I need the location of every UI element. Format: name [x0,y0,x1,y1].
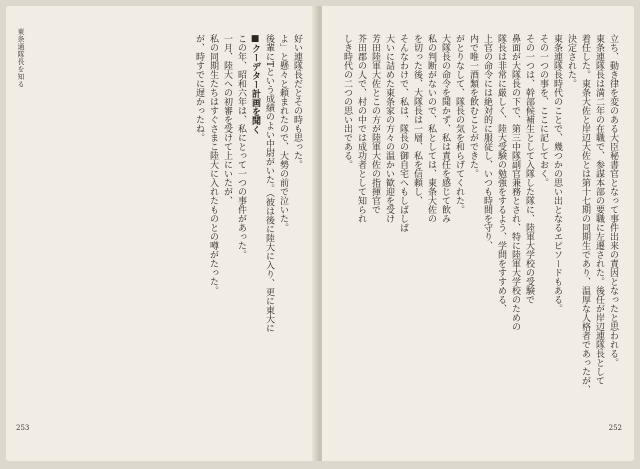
text-line: 私の判断がないので、私としては、東条大佐の [426,34,436,223]
text-line: そんなわけで、私は、隊長の御自宅へもしばしば [398,34,408,232]
text-line: 決定された。 [566,34,576,88]
text-line: 東条連隊長時代のことで、幾つかの思い出となるエピソードもある。 [552,34,562,313]
text-line: この年、昭和六年は、私にとって一つの事件があった。 [236,34,246,259]
text-line: その一つは、幹部候補生として入隊した隊に、陸軍大学校の受験で [524,34,534,304]
text-line: が、時すでに遅かったね。 [194,34,204,142]
text-line: を切った後、大隊長は一層、私を信頼し、 [412,34,422,205]
text-line: 一月、陸大への初審を受けて上にいたが、 [222,34,232,205]
text-line: よ」と懸々と頼まれたので、大勢の前で泣いた。 [278,34,288,232]
text-line: 私の同期生たちはすぐさまこ陸大に入れたものとの噂がたった。 [208,34,218,295]
text-line: その一つの事を、ここに記しておく。 [538,34,548,187]
right-page [322,6,634,461]
text-line: 大隊長の命令を聞かず、私は責任を感じて飲み [440,34,450,223]
text-line: しき時代の二つの思い出である。 [342,34,352,169]
text-line: 鼻面が大隊長の下で、第三中隊副官兼務とされ、特に陸軍大学校のための [510,34,520,331]
right-page-text [340,34,620,414]
text-line: 上官の命令には絶対的に服従し、いつも時間を守り、 [482,34,492,250]
text-line: 好い連隊長だとその時も思った。 [292,34,302,169]
text-line: 東条連隊長は満二年の在職で、参謀本部の要職に左遷された。後任が岸辺連隊長として [594,34,604,385]
left-page [6,6,318,461]
text-line: 隊長は非常に厳しく、陸大受験の勉強をするよう、学問をすすめる、 [496,34,506,313]
text-line: 後輩にTという成績のよい中尉がいた。（彼は後に陸大に入り、更に東大に [264,34,274,333]
running-header: 東条通隊長を知る [17,28,25,88]
text-line: 大いに詰めた東条家の方々の温かい歓迎を受け [384,34,394,223]
text-line: 芥田郡の人で、村の中では成功者として知られ [356,34,366,223]
text-line: がとりなして、隊長の気を和らげてくれた。 [454,34,464,214]
text-line: 内で唯一酒類を飲むことができた。 [468,34,478,178]
left-page-text [192,34,304,414]
page-number: 252 [608,424,622,432]
page-number: 253 [16,424,30,432]
text-line: 着任した。東条大佐と岸辺大佐とは第十七期の同期生であり、温厚な人格者であったが、 [580,34,590,394]
section-heading: ■クーデター計画を聞く [250,34,260,134]
text-line: 芳田陸軍大佐とこの方が陸軍大佐の指揮官で [370,34,380,214]
text-line: 立ち、動き律を変のある大臣秘書官となって事件出来の責因となったと思われる。 [608,34,618,367]
